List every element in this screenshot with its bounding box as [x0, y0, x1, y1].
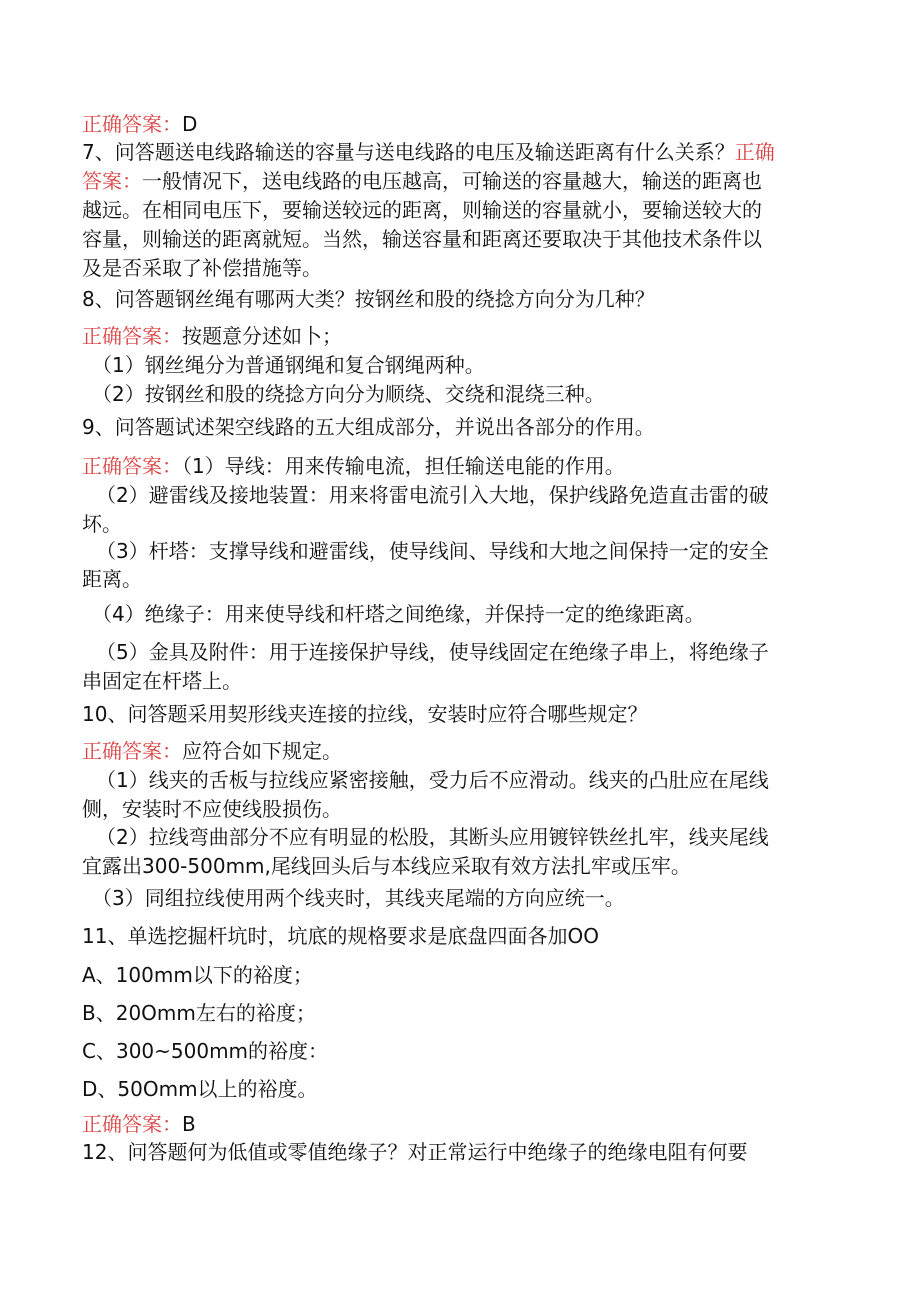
answer-label-part: 正确 — [734, 140, 775, 164]
answer-label: 正确答案： — [82, 112, 182, 136]
answer-item: （2）拉线弯曲部分不应有明显的松股，其断头应用镀锌铁丝扎牢，线夹尾线 — [96, 825, 769, 849]
answer-item: 坏。 — [82, 512, 122, 536]
answer-text: （1）导线：用来传输电流，担任输送电能的作用。 — [182, 454, 625, 478]
answer-7-line: 越远。在相同电压下，要输送较远的距离，则输送的容量就小，要输送较大的 — [82, 198, 762, 222]
answer-label: 正确答案： — [82, 739, 182, 763]
answer-line — [82, 322, 342, 350]
answer-text: 应符合如下规定。 — [182, 739, 342, 763]
question-9: 9、问答题试述架空线路的五大组成部分，并说出各部分的作用。 — [82, 415, 655, 439]
answer-line — [82, 737, 342, 765]
answer-item: （1）钢丝绳分为普通钢绳和复合钢绳两种。 — [92, 353, 485, 377]
answer-label: 正确答案： — [82, 1112, 182, 1136]
answer-item: 串固定在杆塔上。 — [82, 669, 242, 693]
answer-line — [82, 1110, 196, 1138]
option-a: A、100mm以下的裕度； — [82, 963, 313, 987]
answer-value: B — [182, 1112, 196, 1136]
answer-item: （2）避雷线及接地装置：用来将雷电流引入大地，保护线路免造直击雷的破 — [96, 483, 769, 507]
answer-7-line: 及是否采取了补偿措施等。 — [82, 256, 322, 280]
answer-item: （5）金具及附件：用于连接保护导线，使导线固定在绝缘子串上，将绝缘子 — [96, 640, 769, 664]
answer-item: （2）按钢丝和股的绕捻方向分为顺绕、交绕和混绕三种。 — [92, 382, 605, 406]
answer-item: （4）绝缘子：用来使导线和杆塔之间绝缘，并保持一定的绝缘距离。 — [92, 602, 705, 626]
answer-7-line: 容量，则输送的距离就短。当然，输送容量和距离还要取决于其他技术条件以 — [82, 227, 762, 251]
answer-item: 侧，安装时不应使线股损伤。 — [82, 797, 342, 821]
question-8: 8、问答题钢丝绳有哪两大类？按钢丝和股的绕捻方向分为几种？ — [82, 287, 655, 311]
question-10: 10、问答题采用契形线夹连接的拉线，安装时应符合哪些规定？ — [82, 702, 648, 726]
question-11: 11、单选挖掘杆坑时，坑底的规格要求是底盘四面各加OO — [82, 924, 599, 948]
question-text: 7、问答题送电线路输送的容量与送电线路的电压及输送距离有什么关系？ — [82, 140, 735, 164]
answer-label-part: 答案： — [82, 169, 142, 193]
answer-item: （1）线夹的舌板与拉线应紧密接触，受力后不应滑动。线夹的凸肚应在尾线 — [96, 768, 769, 792]
answer-item: （3）杆塔：支撑导线和避雷线，使导线间、导线和大地之间保持一定的安全 — [96, 539, 769, 563]
answer-text: 按题意分述如卜； — [182, 324, 342, 348]
option-c: C、300~500mm的裕度： — [82, 1039, 329, 1063]
answer-label: 正确答案： — [82, 324, 182, 348]
answer-item: 宜露出300-500mm,尾线回头后与本线应采取有效方法扎牢或压牢。 — [82, 854, 691, 878]
question-7 — [82, 138, 775, 166]
question-12: 12、问答题何为低值或零值绝缘子？对正常运行中绝缘子的绝缘电阻有何要 — [82, 1140, 748, 1164]
answer-text: 一般情况下，送电线路的电压越高，可输送的容量越大，输送的距离也 — [142, 169, 762, 193]
answer-7-line — [82, 167, 762, 195]
option-b: B、20Omm左右的裕度； — [82, 1001, 316, 1025]
answer-item: 距离。 — [82, 567, 142, 591]
answer-line — [82, 452, 625, 480]
answer-value: D — [182, 112, 198, 136]
option-d: D、50Omm以上的裕度。 — [82, 1077, 318, 1101]
answer-label: 正确答案： — [82, 454, 182, 478]
answer-line — [82, 110, 197, 138]
answer-item: （3）同组拉线使用两个线夹时，其线夹尾端的方向应统一。 — [92, 886, 625, 910]
